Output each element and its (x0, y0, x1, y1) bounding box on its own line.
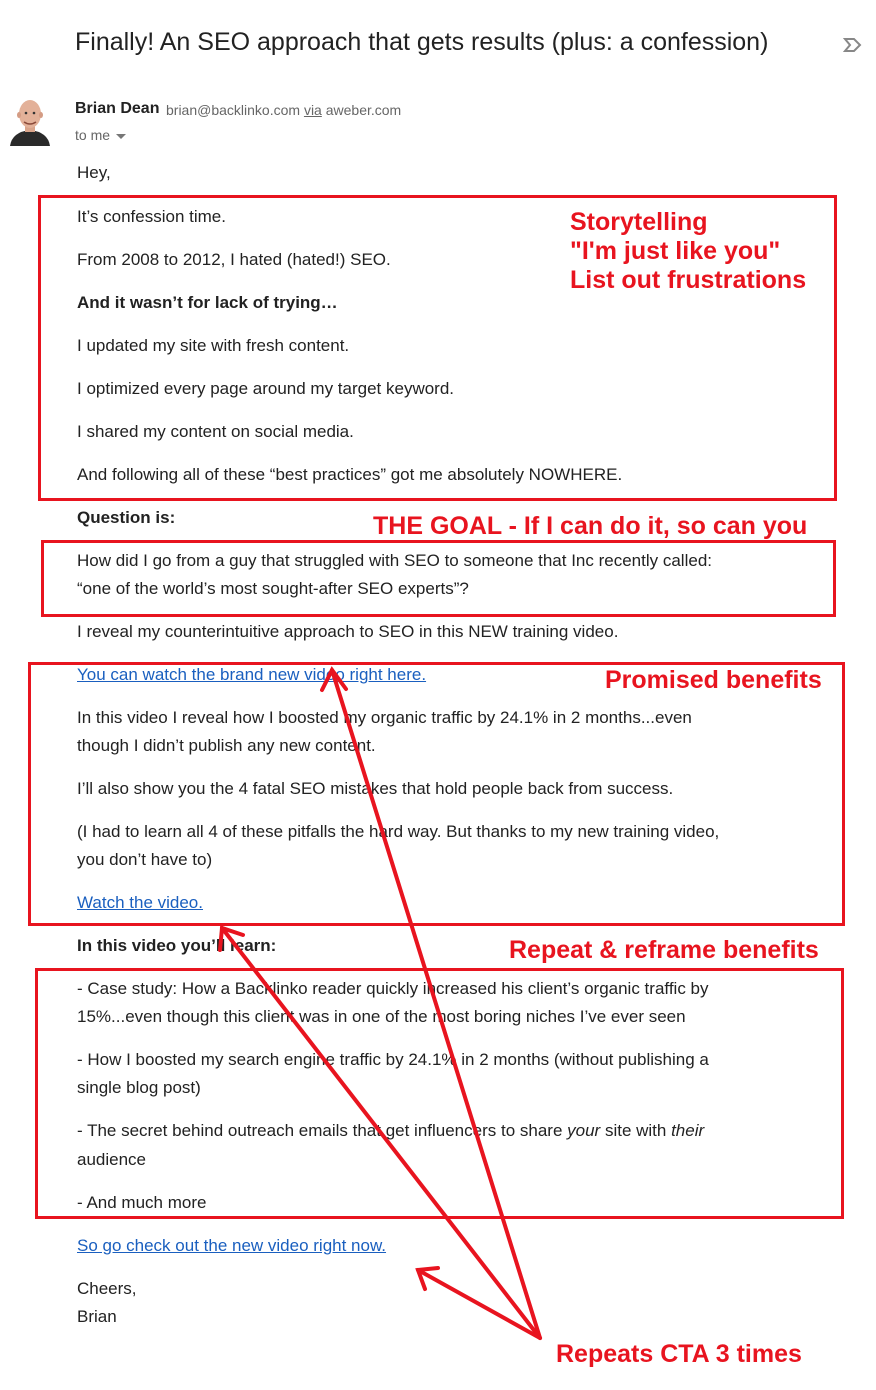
arrow-to-cta-2 (222, 928, 540, 1338)
via-domain: aweber.com (325, 102, 402, 118)
greeting: Hey, (77, 163, 111, 182)
paragraph: you don’t have to) (77, 850, 213, 869)
paragraph: From 2008 to 2012, I hated (hated!) SEO. (77, 250, 391, 269)
cta-link-3[interactable]: So go check out the new video right now. (77, 1236, 387, 1255)
annotation-storytelling-1: Storytelling (570, 208, 708, 236)
question-line: How did I go from a guy that struggled with SEO to someone that Inc recently called: (77, 551, 712, 570)
annotation-storytelling-3: List out frustrations (570, 266, 807, 294)
list-item: - And much more (77, 1193, 207, 1212)
paragraph: I’ll also show you the 4 fatal SEO mistakes that hold people back from success. (77, 779, 674, 798)
question-heading: Question is: (77, 508, 176, 527)
paragraph: And following all of these “best practices” got me absolutely NOWHERE. (77, 465, 623, 484)
signature: Brian (77, 1307, 117, 1326)
list-item: single blog post) (77, 1078, 201, 1097)
to-label: to me (75, 127, 111, 143)
list-item: - Case study: How a Backlinko reader quickly increased his client’s organic traffic by (77, 979, 709, 998)
email-subject: Finally! An SEO approach that gets results (plus: a confession) (75, 28, 769, 56)
list-item: audience (77, 1150, 147, 1169)
annotation-promised: Promised benefits (605, 666, 822, 694)
paragraph: I reveal my counterintuitive approach to SEO in this NEW training video. (77, 622, 619, 641)
via-link[interactable]: via (303, 102, 322, 118)
learn-heading: In this video you’ll learn: (77, 936, 277, 955)
cta-link-1[interactable]: You can watch the brand new video right here. (77, 665, 427, 684)
paragraph: I updated my site with fresh content. (77, 336, 350, 355)
question-line: “one of the world’s most sought-after SEO experts”? (77, 579, 469, 598)
list-item: - The secret behind outreach emails that get influencers to share your site with their (77, 1121, 705, 1140)
signoff: Cheers, (77, 1279, 137, 1298)
annotation-repeat: Repeat & reframe benefits (509, 936, 819, 964)
paragraph: It’s confession time. (77, 207, 226, 226)
annotation-cta-note: Repeats CTA 3 times (556, 1340, 802, 1368)
paragraph: though I didn’t publish any new content. (77, 736, 376, 755)
cta-link-2[interactable]: Watch the video. (77, 893, 203, 912)
paragraph: In this video I reveal how I boosted my organic traffic by 24.1% in 2 months...even (77, 708, 692, 727)
paragraph: (I had to learn all 4 of these pitfalls the hard way. But thanks to my new training video, (77, 822, 720, 841)
paragraph: I optimized every page around my target keyword. (77, 379, 455, 398)
list-item: 15%...even though this client was in one of the most boring niches I’ve ever seen (77, 1007, 686, 1026)
annotation-goal: THE GOAL - If I can do it, so can you (373, 512, 808, 540)
list-item: - How I boosted my search engine traffic by 24.1% in 2 months (without publishing a (77, 1050, 709, 1069)
paragraph: I shared my content on social media. (77, 422, 354, 441)
paragraph-bold: And it wasn’t for lack of trying… (77, 293, 338, 312)
annotation-storytelling-2: "I'm just like you" (570, 237, 781, 265)
arrow-to-cta-1 (332, 670, 540, 1338)
sender-email: brian@backlinko.com (166, 102, 301, 118)
sender-name: Brian Dean (75, 100, 160, 117)
